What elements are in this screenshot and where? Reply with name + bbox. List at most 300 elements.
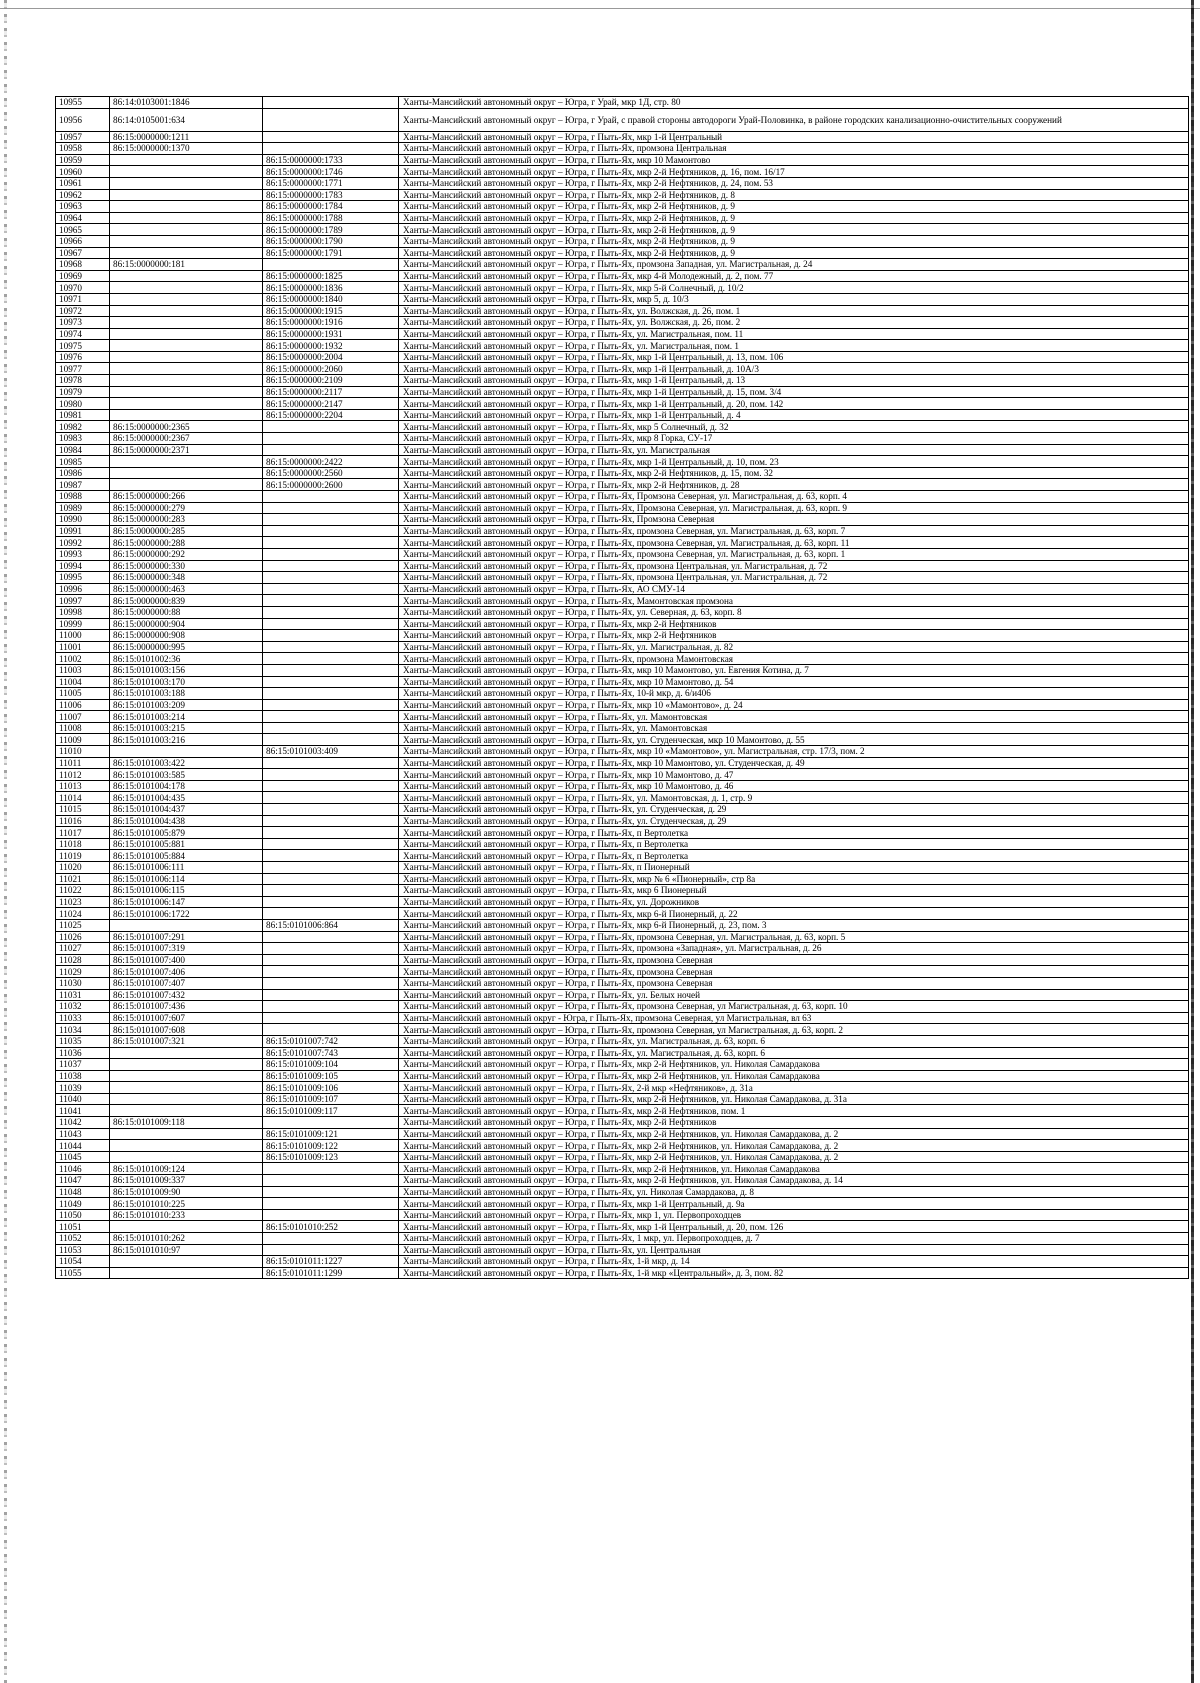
- address-cell: Ханты-Мансийский автономный округ – Югра, г Пыть-Ях, Промзона Северная: [399, 514, 1189, 526]
- cadastral-number-cell: 86:15:0101004:435: [110, 792, 263, 804]
- row-number-cell: 10998: [56, 606, 110, 618]
- table-row: [56, 201, 1189, 213]
- address-cell: Ханты-Мансийский автономный округ – Югра, г Пыть-Ях, мкр 2-й Нефтяников, пом. 1: [399, 1105, 1189, 1117]
- table-row: [56, 873, 1189, 885]
- building-cadastral-number-cell: [263, 1175, 399, 1187]
- cadastral-number-cell: 86:15:0101004:437: [110, 804, 263, 816]
- row-number-cell: 10956: [56, 108, 110, 131]
- address-cell: Ханты-Мансийский автономный округ – Югра, г Пыть-Ях, мкр 2-й Нефтяников, д. 15, пом. 32: [399, 467, 1189, 479]
- cadastral-number-cell: 86:15:0101010:262: [110, 1233, 263, 1245]
- cadastral-number-cell: [110, 1151, 263, 1163]
- table-row: [56, 1175, 1189, 1187]
- building-cadastral-number-cell: [263, 1209, 399, 1221]
- address-cell: Ханты-Мансийский автономный округ – Югра, г Пыть-Ях, промзона Мамонтовская: [399, 653, 1189, 665]
- cadastral-number-cell: 86:15:0101003:216: [110, 734, 263, 746]
- row-number-cell: 11003: [56, 664, 110, 676]
- table-row: [56, 815, 1189, 827]
- building-cadastral-number-cell: 86:15:0101011:1227: [263, 1256, 399, 1268]
- table-row: [56, 1105, 1189, 1117]
- table-row: [56, 305, 1189, 317]
- table-row: [56, 444, 1189, 456]
- address-cell: Ханты-Мансийский автономный округ – Югра, г Пыть-Ях, ул. Николая Самардакова, д. 8: [399, 1186, 1189, 1198]
- cadastral-number-cell: [110, 351, 263, 363]
- cadastral-number-cell: [110, 317, 263, 329]
- table-row: [56, 1001, 1189, 1013]
- building-cadastral-number-cell: [263, 873, 399, 885]
- building-cadastral-number-cell: [263, 699, 399, 711]
- cadastral-number-cell: 86:15:0000000:181: [110, 259, 263, 271]
- table-row: [56, 792, 1189, 804]
- building-cadastral-number-cell: [263, 1233, 399, 1245]
- building-cadastral-number-cell: [263, 1198, 399, 1210]
- address-cell: Ханты-Мансийский автономный округ – Югра, г Пыть-Ях, промзона Западная, ул. Магистральная, д. 24: [399, 259, 1189, 271]
- cadastral-number-cell: [110, 282, 263, 294]
- building-cadastral-number-cell: [263, 618, 399, 630]
- table-row: [56, 1198, 1189, 1210]
- table-row: [56, 491, 1189, 503]
- address-cell: Ханты-Мансийский автономный округ – Югра, г Пыть-Ях, 10-й мкр, д. 6/и406: [399, 688, 1189, 700]
- address-cell: Ханты-Мансийский автономный округ – Югра, г Пыть-Ях, мкр 1-й Центральный, д. 10А/3: [399, 363, 1189, 375]
- table-row: [56, 456, 1189, 468]
- address-cell: Ханты-Мансийский автономный округ – Югра, г Пыть-Ях, мкр 1-й Центральный, д. 20, пом. 142: [399, 398, 1189, 410]
- address-cell: Ханты-Мансийский автономный округ – Югра, г Пыть-Ях, промзона Центральная, ул. Магистральная, д. 72: [399, 572, 1189, 584]
- cadastral-number-cell: [110, 247, 263, 259]
- cadastral-number-cell: 86:15:0101010:225: [110, 1198, 263, 1210]
- row-number-cell: 11027: [56, 943, 110, 955]
- row-number-cell: 11047: [56, 1175, 110, 1187]
- cadastral-number-cell: 86:15:0101003:585: [110, 769, 263, 781]
- cadastral-number-cell: [110, 479, 263, 491]
- address-cell: Ханты-Мансийский автономный округ – Югра, г Пыть-Ях, промзона Северная, ул Магистральная, д. 63, корп. 10: [399, 1001, 1189, 1013]
- cadastral-number-cell: 86:15:0000000:285: [110, 525, 263, 537]
- table-row: [56, 1186, 1189, 1198]
- table-row: [56, 989, 1189, 1001]
- cadastral-number-cell: 86:15:0000000:2371: [110, 444, 263, 456]
- row-number-cell: 11004: [56, 676, 110, 688]
- building-cadastral-number-cell: [263, 664, 399, 676]
- row-number-cell: 11043: [56, 1128, 110, 1140]
- table-row: [56, 757, 1189, 769]
- table-row: [56, 908, 1189, 920]
- building-cadastral-number-cell: 86:15:0000000:2117: [263, 386, 399, 398]
- table-row: [56, 247, 1189, 259]
- row-number-cell: 10966: [56, 235, 110, 247]
- address-cell: Ханты-Мансийский автономный округ – Югра, г Пыть-Ях, промзона Северная, ул. Магистральная, д. 63, корп. 1: [399, 548, 1189, 560]
- cadastral-number-cell: 86:15:0000000:330: [110, 560, 263, 572]
- address-cell: Ханты-Мансийский автономный округ – Югра, г Пыть-Ях, ул. Центральная: [399, 1244, 1189, 1256]
- row-number-cell: 11028: [56, 954, 110, 966]
- building-cadastral-number-cell: [263, 757, 399, 769]
- address-cell: Ханты-Мансийский автономный округ – Югра, г Пыть-Ях, промзона Северная: [399, 954, 1189, 966]
- table-row: [56, 931, 1189, 943]
- row-number-cell: 11016: [56, 815, 110, 827]
- building-cadastral-number-cell: [263, 1186, 399, 1198]
- row-number-cell: 11010: [56, 746, 110, 758]
- building-cadastral-number-cell: 86:15:0000000:1825: [263, 270, 399, 282]
- row-number-cell: 11021: [56, 873, 110, 885]
- address-cell: Ханты-Мансийский автономный округ – Югра, г Пыть-Ях, ул. Магистральная: [399, 444, 1189, 456]
- building-cadastral-number-cell: [263, 433, 399, 445]
- building-cadastral-number-cell: [263, 966, 399, 978]
- table-row: [56, 1082, 1189, 1094]
- building-cadastral-number-cell: 86:15:0101009:117: [263, 1105, 399, 1117]
- address-cell: Ханты-Мансийский автономный округ – Югра, г Пыть-Ях, мкр 10 «Мамонтово», д. 24: [399, 699, 1189, 711]
- table-row: [56, 977, 1189, 989]
- row-number-cell: 11000: [56, 630, 110, 642]
- cadastral-number-cell: 86:15:0101006:111: [110, 862, 263, 874]
- cadastral-number-cell: 86:15:0000000:292: [110, 548, 263, 560]
- row-number-cell: 10965: [56, 224, 110, 236]
- row-number-cell: 10999: [56, 618, 110, 630]
- address-cell: Ханты-Мансийский автономный округ – Югра, г Пыть-Ях, ул. Мамонтовская, д. 1, стр. 9: [399, 792, 1189, 804]
- table-row: [56, 1059, 1189, 1071]
- address-cell: Ханты-Мансийский автономный округ – Югра, г Пыть-Ях, мкр 4-й Молодежный, д. 2, пом. 77: [399, 270, 1189, 282]
- cadastral-number-cell: 86:15:0101004:438: [110, 815, 263, 827]
- building-cadastral-number-cell: [263, 896, 399, 908]
- table-row: [56, 653, 1189, 665]
- address-cell: Ханты-Мансийский автономный округ – Югра, г Пыть-Ях, мкр № 6 «Пионерный», стр 8а: [399, 873, 1189, 885]
- table-row: [56, 943, 1189, 955]
- address-cell: Ханты-Мансийский автономный округ – Югра, г Пыть-Ях, мкр 2-й Нефтяников: [399, 1117, 1189, 1129]
- table-row: [56, 212, 1189, 224]
- building-cadastral-number-cell: 86:15:0101003:409: [263, 746, 399, 758]
- table-row: [56, 919, 1189, 931]
- row-number-cell: 11039: [56, 1082, 110, 1094]
- address-cell: Ханты-Мансийский автономный округ – Югра, г Пыть-Ях, мкр 1, ул. Первопроходцев: [399, 1209, 1189, 1221]
- building-cadastral-number-cell: 86:15:0000000:1790: [263, 235, 399, 247]
- row-number-cell: 10984: [56, 444, 110, 456]
- row-number-cell: 10980: [56, 398, 110, 410]
- row-number-cell: 11014: [56, 792, 110, 804]
- cadastral-number-cell: 86:15:0000000:463: [110, 583, 263, 595]
- row-number-cell: 10974: [56, 328, 110, 340]
- cadastral-number-cell: 86:15:0101009:124: [110, 1163, 263, 1175]
- cadastral-number-cell: 86:15:0101009:118: [110, 1117, 263, 1129]
- building-cadastral-number-cell: [263, 954, 399, 966]
- address-cell: Ханты-Мансийский автономный округ – Югра, г Пыть-Ях, 2-й мкр «Нефтяников», д. 31а: [399, 1082, 1189, 1094]
- building-cadastral-number-cell: 86:15:0000000:2204: [263, 409, 399, 421]
- row-number-cell: 10996: [56, 583, 110, 595]
- building-cadastral-number-cell: [263, 711, 399, 723]
- cadastral-number-cell: 86:15:0101003:170: [110, 676, 263, 688]
- building-cadastral-number-cell: [263, 734, 399, 746]
- row-number-cell: 10958: [56, 143, 110, 155]
- building-cadastral-number-cell: 86:15:0000000:2422: [263, 456, 399, 468]
- cadastral-number-cell: 86:15:0101007:321: [110, 1035, 263, 1047]
- cadastral-number-cell: 86:15:0000000:88: [110, 606, 263, 618]
- row-number-cell: 11002: [56, 653, 110, 665]
- building-cadastral-number-cell: [263, 1117, 399, 1129]
- building-cadastral-number-cell: 86:15:0000000:1788: [263, 212, 399, 224]
- address-cell: Ханты-Мансийский автономный округ – Югра, г Пыть-Ях, мкр 6-й Пионерный, д. 22: [399, 908, 1189, 920]
- cadastral-number-cell: [110, 177, 263, 189]
- building-cadastral-number-cell: [263, 780, 399, 792]
- cadastral-number-cell: 86:14:0103001:1846: [110, 97, 263, 109]
- cadastral-number-cell: 86:15:0000000:279: [110, 502, 263, 514]
- address-cell: Ханты-Мансийский автономный округ – Югра, г Пыть-Ях, ул. Волжская, д. 26, пом. 1: [399, 305, 1189, 317]
- address-cell: Ханты-Мансийский автономный округ – Югра, г Пыть-Ях, ул. Магистральная, пом. 1: [399, 340, 1189, 352]
- row-number-cell: 10982: [56, 421, 110, 433]
- row-number-cell: 11020: [56, 862, 110, 874]
- row-number-cell: 11023: [56, 896, 110, 908]
- table-row: [56, 722, 1189, 734]
- cadastral-number-cell: 86:15:0101004:178: [110, 780, 263, 792]
- row-number-cell: 10975: [56, 340, 110, 352]
- address-cell: Ханты-Мансийский автономный округ – Югра, г Пыть-Ях, мкр 2-й Нефтяников, ул. Николая Самардакова: [399, 1070, 1189, 1082]
- cadastral-number-cell: 86:15:0101010:233: [110, 1209, 263, 1221]
- row-number-cell: 11034: [56, 1024, 110, 1036]
- table-row: [56, 514, 1189, 526]
- row-number-cell: 11044: [56, 1140, 110, 1152]
- row-number-cell: 10994: [56, 560, 110, 572]
- building-cadastral-number-cell: [263, 722, 399, 734]
- table-row: [56, 282, 1189, 294]
- building-cadastral-number-cell: [263, 502, 399, 514]
- address-cell: Ханты-Мансийский автономный округ – Югра, г Пыть-Ях, п Пионерный: [399, 862, 1189, 874]
- building-cadastral-number-cell: [263, 769, 399, 781]
- address-cell: Ханты-Мансийский автономный округ – Югра, г Пыть-Ях, ул. Северная, д. 63, корп. 8: [399, 606, 1189, 618]
- address-cell: Ханты-Мансийский автономный округ – Югра, г Пыть-Ях, мкр 2-й Нефтяников, ул. Николая Самардакова, д. 2: [399, 1151, 1189, 1163]
- table-row: [56, 618, 1189, 630]
- table-row: [56, 664, 1189, 676]
- building-cadastral-number-cell: [263, 850, 399, 862]
- table-row: [56, 1012, 1189, 1024]
- address-cell: Ханты-Мансийский автономный округ – Югра, г Пыть-Ях, Мамонтовская промзона: [399, 595, 1189, 607]
- cadastral-number-cell: [110, 189, 263, 201]
- row-number-cell: 10967: [56, 247, 110, 259]
- table-row: [56, 780, 1189, 792]
- cadastral-number-cell: 86:15:0000000:348: [110, 572, 263, 584]
- row-number-cell: 10964: [56, 212, 110, 224]
- table-row: [56, 1233, 1189, 1245]
- table-row: [56, 467, 1189, 479]
- row-number-cell: 10989: [56, 502, 110, 514]
- row-number-cell: 10969: [56, 270, 110, 282]
- table-row: [56, 954, 1189, 966]
- row-number-cell: 11013: [56, 780, 110, 792]
- table-row: [56, 641, 1189, 653]
- address-cell: Ханты-Мансийский автономный округ – Югра, г Пыть-Ях, мкр 1-й Центральный, д. 13: [399, 375, 1189, 387]
- cadastral-number-cell: 86:14:0105001:634: [110, 108, 263, 131]
- row-number-cell: 10985: [56, 456, 110, 468]
- building-cadastral-number-cell: 86:15:0000000:1783: [263, 189, 399, 201]
- cadastral-number-cell: [110, 919, 263, 931]
- row-number-cell: 11012: [56, 769, 110, 781]
- address-cell: Ханты-Мансийский автономный округ – Югра, г Пыть-Ях, ул. Мамонтовская: [399, 722, 1189, 734]
- address-cell: Ханты-Мансийский автономный округ – Югра, г Пыть-Ях, ул. Белых ночей: [399, 989, 1189, 1001]
- address-cell: Ханты-Мансийский автономный округ – Югра, г Пыть-Ях, ул. Магистральная, д. 82: [399, 641, 1189, 653]
- table-row: [56, 537, 1189, 549]
- address-cell: Ханты-Мансийский автономный округ - Югра, г Пыть-Ях, промзона Северная, ул Магистральная, вл 63: [399, 1012, 1189, 1024]
- cadastral-number-cell: 86:15:0101003:156: [110, 664, 263, 676]
- row-number-cell: 10976: [56, 351, 110, 363]
- table-row: [56, 224, 1189, 236]
- cadastral-number-cell: 86:15:0000000:2365: [110, 421, 263, 433]
- cadastral-number-cell: [110, 1128, 263, 1140]
- address-cell: Ханты-Мансийский автономный округ – Югра, г Пыть-Ях, ул. Магистральная, д. 63, корп. 6: [399, 1035, 1189, 1047]
- address-cell: Ханты-Мансийский автономный округ – Югра, г Пыть-Ях, мкр 5-й Солнечный, д. 10/2: [399, 282, 1189, 294]
- table-row: [56, 328, 1189, 340]
- address-cell: Ханты-Мансийский автономный округ – Югра, г Пыть-Ях, мкр 2-й Нефтяников, д. 9: [399, 247, 1189, 259]
- row-number-cell: 10986: [56, 467, 110, 479]
- table-row: [56, 97, 1189, 109]
- row-number-cell: 10960: [56, 166, 110, 178]
- row-number-cell: 11005: [56, 688, 110, 700]
- building-cadastral-number-cell: 86:15:0000000:1733: [263, 154, 399, 166]
- building-cadastral-number-cell: [263, 131, 399, 143]
- building-cadastral-number-cell: 86:15:0101009:106: [263, 1082, 399, 1094]
- cadastral-number-cell: 86:15:0101006:1722: [110, 908, 263, 920]
- cadastral-number-cell: 86:15:0000000:908: [110, 630, 263, 642]
- table-row: [56, 676, 1189, 688]
- address-cell: Ханты-Мансийский автономный округ – Югра, г Пыть-Ях, мкр 2-й Нефтяников, д. 16, пом. 16/17: [399, 166, 1189, 178]
- address-cell: Ханты-Мансийский автономный округ – Югра, г Пыть-Ях, мкр 1-й Центральный, д. 15, пом. 3/4: [399, 386, 1189, 398]
- row-number-cell: 11008: [56, 722, 110, 734]
- building-cadastral-number-cell: [263, 815, 399, 827]
- address-cell: Ханты-Мансийский автономный округ – Югра, г Пыть-Ях, мкр 2-й Нефтяников, ул. Николая Самардакова: [399, 1059, 1189, 1071]
- address-cell: Ханты-Мансийский автономный округ – Югра, г Пыть-Ях, мкр 10 Мамонтово, ул. Студенческая, д. 49: [399, 757, 1189, 769]
- building-cadastral-number-cell: [263, 525, 399, 537]
- cadastral-number-cell: [110, 1093, 263, 1105]
- cadastral-number-cell: [110, 1070, 263, 1082]
- row-number-cell: 11007: [56, 711, 110, 723]
- table-row: [56, 885, 1189, 897]
- address-cell: Ханты-Мансийский автономный округ – Югра, г Пыть-Ях, п Вертолетка: [399, 850, 1189, 862]
- address-cell: Ханты-Мансийский автономный округ – Югра, г Пыть-Ях, мкр 8 Горка, СУ-17: [399, 433, 1189, 445]
- row-number-cell: 11032: [56, 1001, 110, 1013]
- table-row: [56, 108, 1189, 131]
- building-cadastral-number-cell: [263, 1163, 399, 1175]
- address-cell: Ханты-Мансийский автономный округ – Югра, г Пыть-Ях, мкр 2-й Нефтяников, д. 28: [399, 479, 1189, 491]
- building-cadastral-number-cell: [263, 444, 399, 456]
- building-cadastral-number-cell: [263, 804, 399, 816]
- table-row: [56, 398, 1189, 410]
- row-number-cell: 10977: [56, 363, 110, 375]
- table-row: [56, 1267, 1189, 1279]
- building-cadastral-number-cell: 86:15:0101010:252: [263, 1221, 399, 1233]
- address-cell: Ханты-Мансийский автономный округ – Югра, г Пыть-Ях, мкр 1-й Центральный, д. 9а: [399, 1198, 1189, 1210]
- row-number-cell: 11050: [56, 1209, 110, 1221]
- cadastral-number-cell: 86:15:0101007:319: [110, 943, 263, 955]
- row-number-cell: 11041: [56, 1105, 110, 1117]
- cadastral-number-cell: [110, 746, 263, 758]
- building-cadastral-number-cell: 86:15:0101011:1299: [263, 1267, 399, 1279]
- cadastral-number-cell: [110, 1256, 263, 1268]
- address-cell: Ханты-Мансийский автономный округ – Югра, г Пыть-Ях, ул. Волжская, д. 26, пом. 2: [399, 317, 1189, 329]
- row-number-cell: 10983: [56, 433, 110, 445]
- address-cell: Ханты-Мансийский автономный округ – Югра, г Пыть-Ях, мкр 2-й Нефтяников, ул. Николая Самардакова, д. 14: [399, 1175, 1189, 1187]
- address-cell: Ханты-Мансийский автономный округ – Югра, г Пыть-Ях, промзона Северная: [399, 966, 1189, 978]
- address-cell: Ханты-Мансийский автономный округ – Югра, г Пыть-Ях, АО СМУ-14: [399, 583, 1189, 595]
- cadastral-number-cell: [110, 224, 263, 236]
- cadastral-number-cell: 86:15:0000000:839: [110, 595, 263, 607]
- cadastral-number-cell: [110, 154, 263, 166]
- address-cell: Ханты-Мансийский автономный округ – Югра, г Пыть-Ях, мкр 10 Мамонтово, д. 54: [399, 676, 1189, 688]
- table-row: [56, 363, 1189, 375]
- row-number-cell: 10988: [56, 491, 110, 503]
- address-cell: Ханты-Мансийский автономный округ – Югра, г Пыть-Ях, промзона Северная, ул. Магистральная, д. 63, корп. 5: [399, 931, 1189, 943]
- cadastral-number-cell: 86:15:0101007:436: [110, 1001, 263, 1013]
- row-number-cell: 11019: [56, 850, 110, 862]
- row-number-cell: 11037: [56, 1059, 110, 1071]
- cadastral-number-cell: [110, 467, 263, 479]
- row-number-cell: 11053: [56, 1244, 110, 1256]
- building-cadastral-number-cell: 86:15:0000000:1931: [263, 328, 399, 340]
- building-cadastral-number-cell: [263, 838, 399, 850]
- address-cell: Ханты-Мансийский автономный округ – Югра, г Пыть-Ях, мкр 2-й Нефтяников: [399, 630, 1189, 642]
- address-cell: Ханты-Мансийский автономный округ – Югра, г Пыть-Ях, мкр 10 «Мамонтово», ул. Магистральная, стр. 17/3, пом. 2: [399, 746, 1189, 758]
- row-number-cell: 11038: [56, 1070, 110, 1082]
- building-cadastral-number-cell: [263, 1001, 399, 1013]
- building-cadastral-number-cell: [263, 572, 399, 584]
- building-cadastral-number-cell: [263, 931, 399, 943]
- row-number-cell: 11001: [56, 641, 110, 653]
- row-number-cell: 11033: [56, 1012, 110, 1024]
- table-row: [56, 1035, 1189, 1047]
- building-cadastral-number-cell: [263, 583, 399, 595]
- building-cadastral-number-cell: [263, 827, 399, 839]
- address-cell: Ханты-Мансийский автономный округ – Югра, г Пыть-Ях, мкр 6-й Пионерный, д. 23, пом. 3: [399, 919, 1189, 931]
- cadastral-number-cell: [110, 340, 263, 352]
- table-row: [56, 154, 1189, 166]
- address-cell: Ханты-Мансийский автономный округ – Югра, г Пыть-Ях, промзона Северная, ул Магистральная, д. 63, корп. 2: [399, 1024, 1189, 1036]
- cadastral-number-cell: [110, 386, 263, 398]
- row-number-cell: 11040: [56, 1093, 110, 1105]
- row-number-cell: 10995: [56, 572, 110, 584]
- building-cadastral-number-cell: 86:15:0101009:121: [263, 1128, 399, 1140]
- table-row: [56, 421, 1189, 433]
- table-row: [56, 235, 1189, 247]
- row-number-cell: 11025: [56, 919, 110, 931]
- cadastral-number-cell: 86:15:0101007:432: [110, 989, 263, 1001]
- address-cell: Ханты-Мансийский автономный округ – Югра, г Пыть-Ях, 1 мкр, ул. Первопроходцев, д. 7: [399, 1233, 1189, 1245]
- cadastral-number-cell: [110, 212, 263, 224]
- row-number-cell: 10981: [56, 409, 110, 421]
- row-number-cell: 10992: [56, 537, 110, 549]
- row-number-cell: 10991: [56, 525, 110, 537]
- address-cell: Ханты-Мансийский автономный округ – Югра, г Пыть-Ях, 1-й мкр «Центральный», д. 3, пом. 82: [399, 1267, 1189, 1279]
- row-number-cell: 11029: [56, 966, 110, 978]
- address-cell: Ханты-Мансийский автономный округ – Югра, г Пыть-Ях, мкр 2-й Нефтяников, ул. Николая Самардакова, д. 2: [399, 1128, 1189, 1140]
- address-cell: Ханты-Мансийский автономный округ – Югра, г Пыть-Ях, ул. Магистральная, д. 63, корп. 6: [399, 1047, 1189, 1059]
- cadastral-number-cell: 86:15:0101003:209: [110, 699, 263, 711]
- table-row: [56, 270, 1189, 282]
- table-row: [56, 1163, 1189, 1175]
- cadastral-number-cell: 86:15:0101005:884: [110, 850, 263, 862]
- cadastral-number-cell: [110, 363, 263, 375]
- building-cadastral-number-cell: [263, 977, 399, 989]
- table-row: [56, 375, 1189, 387]
- building-cadastral-number-cell: 86:15:0000000:1784: [263, 201, 399, 213]
- table-row: [56, 583, 1189, 595]
- building-cadastral-number-cell: 86:15:0000000:1915: [263, 305, 399, 317]
- cadastral-number-cell: [110, 305, 263, 317]
- building-cadastral-number-cell: 86:15:0000000:1836: [263, 282, 399, 294]
- building-cadastral-number-cell: [263, 421, 399, 433]
- table-row: [56, 1093, 1189, 1105]
- building-cadastral-number-cell: [263, 885, 399, 897]
- cadastral-number-cell: 86:15:0101002:36: [110, 653, 263, 665]
- table-row: [56, 746, 1189, 758]
- address-cell: Ханты-Мансийский автономный округ – Югра, г Пыть-Ях, мкр 2-й Нефтяников, д. 9: [399, 224, 1189, 236]
- table-row: [56, 502, 1189, 514]
- address-cell: Ханты-Мансийский автономный округ – Югра, г Пыть-Ях, мкр 1-й Центральный, д. 20, пом. 126: [399, 1221, 1189, 1233]
- address-cell: Ханты-Мансийский автономный округ – Югра, г Пыть-Ях, 1-й мкр, д. 14: [399, 1256, 1189, 1268]
- table-row: [56, 838, 1189, 850]
- cadastral-number-cell: 86:15:0101007:406: [110, 966, 263, 978]
- row-number-cell: 11035: [56, 1035, 110, 1047]
- row-number-cell: 11049: [56, 1198, 110, 1210]
